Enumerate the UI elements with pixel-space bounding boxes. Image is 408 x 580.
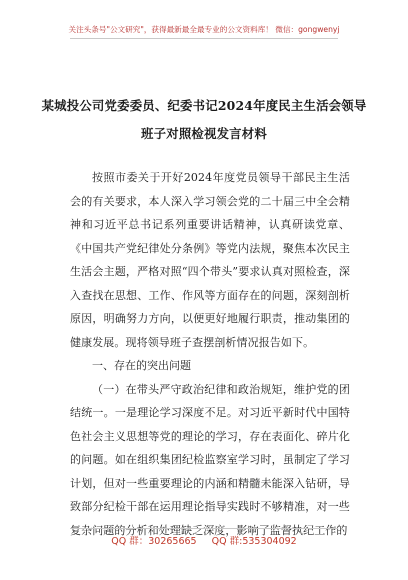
intro-paragraph: 按照市委关于开好2024年度党员领导干部民主生活会的有关要求，本人深入学习领会党的二十届三中全会精神和习近平总书记系列重要讲话精神，认真研读党章、《中国共产党纪律处分条例》等党内法规，聚焦本次民主生活会主题，严格对照“四个带头”要求认真对照检查，深入查找在思想、工作、作风等方面存在的问题，深刻剖析原因，明确努力方向，以便更好地履行职责，推动集团的健康发展。现将领导班子查摆剖析情况报告如下。	[70, 171, 350, 349]
footer-divider	[70, 528, 338, 529]
document-title-line-1: 某城投公司党委委员、纪委书记2024年度民主生活会领导	[41, 98, 367, 113]
footer-qq-group-2: QQ 群:535304092	[211, 536, 297, 547]
footer-qq-group-1: QQ 群：30265665	[111, 536, 197, 547]
footer	[0, 533, 408, 547]
document-title-line-2: 班子对照检视发言材料	[141, 126, 267, 141]
document-body	[70, 166, 350, 542]
section-heading: 一、存在的突出问题	[92, 359, 191, 372]
body-paragraph: （一）在带头严守政治纪律和政治规矩，维护党的团结统一。一是理论学习深度不足。对习近平新时代中国特色社会主义思想等党的理论的学习，存在表面化、碎片化的问题。如在组织集团纪检监察室学习时，虽制定了学习计划，但对一些重要理论的内涵和精髓未能深入钻研，导致部分纪检干部在运用理论指导实践时不够精准，对一些复杂问题的分析和处理缺乏深度，影响了监督执纪工作的	[70, 382, 350, 537]
header-banner: 关注头条号"公文研究"，获得最新最全最专业的公文资料库！ 微信：gongwenyj	[68, 25, 340, 34]
header-divider	[70, 38, 338, 39]
